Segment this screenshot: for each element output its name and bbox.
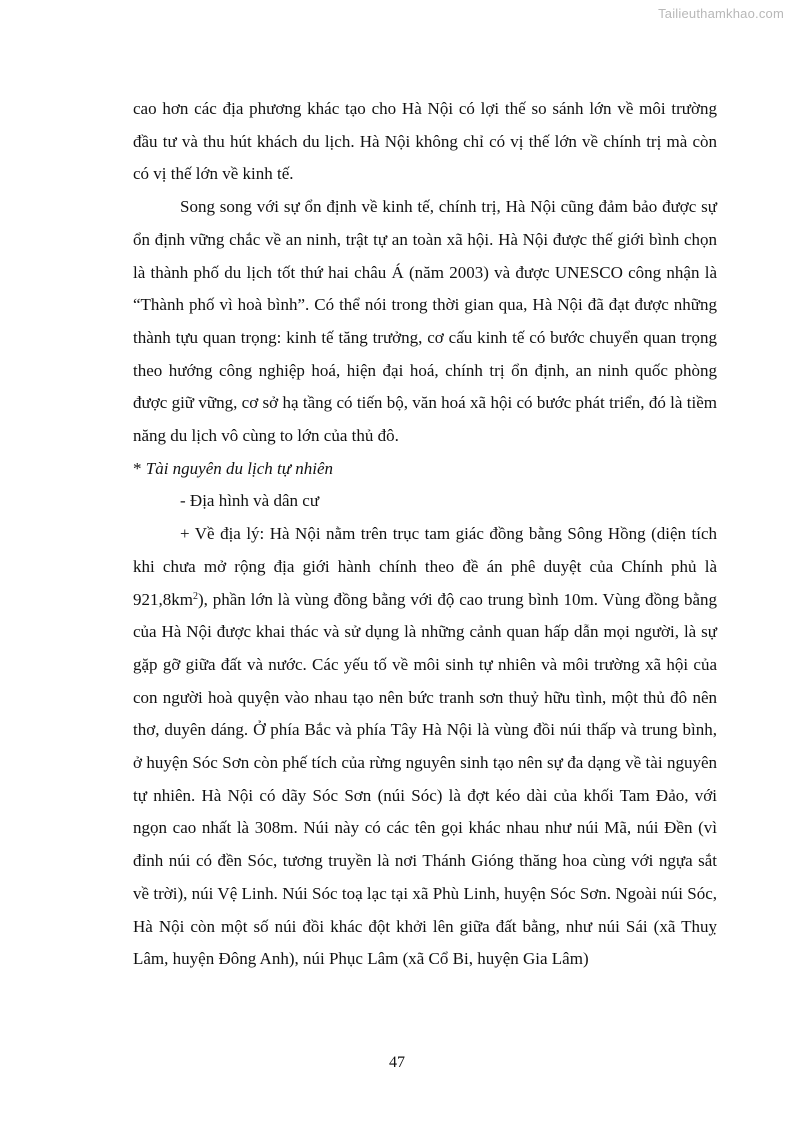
heading-bullet: * bbox=[133, 458, 142, 478]
watermark: Tailieuthamkhao.com bbox=[658, 6, 784, 21]
paragraph-1: cao hơn các địa phương khác tạo cho Hà Nội có lợi thế so sánh lớn về môi trường đầu tư và thu hút khách du lịch. Hà Nội không chỉ có vị thế lớn về chính trị mà còn có vị thế lớn về kinh tế. bbox=[133, 99, 717, 184]
subheading-terrain: - Địa hình và dân cư bbox=[180, 491, 320, 511]
heading-text: Tài nguyên du lịch tự nhiên bbox=[145, 458, 334, 478]
superscript: 2 bbox=[192, 590, 198, 602]
paragraph-3-start: + Về địa lý: Hà Nội nằm trên trục tam giác đồng bằng Sông Hồng (diện tích khi chưa mở rộng địa giới hành chính theo đề án phê duyệt của Chính phủ là 921,8km bbox=[133, 524, 717, 609]
section-heading bbox=[133, 453, 717, 486]
document-body bbox=[133, 93, 717, 976]
paragraph-3 bbox=[133, 518, 717, 976]
paragraph-2: Song song với sự ổn định về kinh tế, chính trị, Hà Nội cũng đảm bảo được sự ổn định vững chắc về an ninh, trật tự an toàn xã hội. Hà Nội được thế giới bình chọn là thành phố du lịch tốt thứ hai châu Á (năm 2003) và được UNESCO công nhận là “Thành phố vì hoà bình”. Có thể nói trong thời gian qua, Hà Nội đã đạt được những thành tựu quan trọng: kinh tế tăng trưởng, cơ cấu kinh tế có bước chuyển quan trọng theo hướng công nghiệp hoá, hiện đại hoá, chính trị ổn định, an ninh quốc phòng được giữ vững, cơ sở hạ tầng có tiến bộ, văn hoá xã hội có bước phát triển, đó là tiềm năng du lịch vô cùng to lớn của thủ đô. bbox=[133, 197, 717, 446]
paragraph-3-end: ), phần lớn là vùng đồng bằng với độ cao trung bình 10m. Vùng đồng bằng của Hà Nội được khai thác và sử dụng là những cảnh quan hấp dẫn mọi người, là sự gặp gỡ giữa đất và nước. Các yếu tố về môi sinh tự nhiên và môi trường xã hội của con người hoà quyện vào nhau tạo nên bức tranh sơn thuỷ hữu tình, một thủ đô nên thơ, duyên dáng. Ở phía Bắc và phía Tây Hà Nội là vùng đồi núi thấp và trung bình, ở huyện Sóc Sơn còn phế tích của rừng nguyên sinh tạo nên sự đa dạng về tài nguyên tự nhiên. Hà Nội có dãy Sóc Sơn (núi Sóc) là đợt kéo dài của khối Tam Đảo, với ngọn cao nhất là 308m. Núi này có các tên gọi khác nhau như núi Mã, núi Đền (vì đỉnh núi có đền Sóc, tương truyền là nơi Thánh Gióng thăng hoa cùng với ngựa sắt về trời), núi Vệ Linh. Núi Sóc toạ lạc tại xã Phù Linh, huyện Sóc Sơn. Ngoài núi Sóc, Hà Nội còn một số núi đồi khác đột khởi lên giữa đất bằng, như núi Sái (xã Thuỵ Lâm, huyện Đông Anh), núi Phục Lâm (xã Cổ Bi, huyện Gia Lâm) bbox=[133, 589, 717, 969]
page-number: 47 bbox=[389, 1054, 405, 1071]
